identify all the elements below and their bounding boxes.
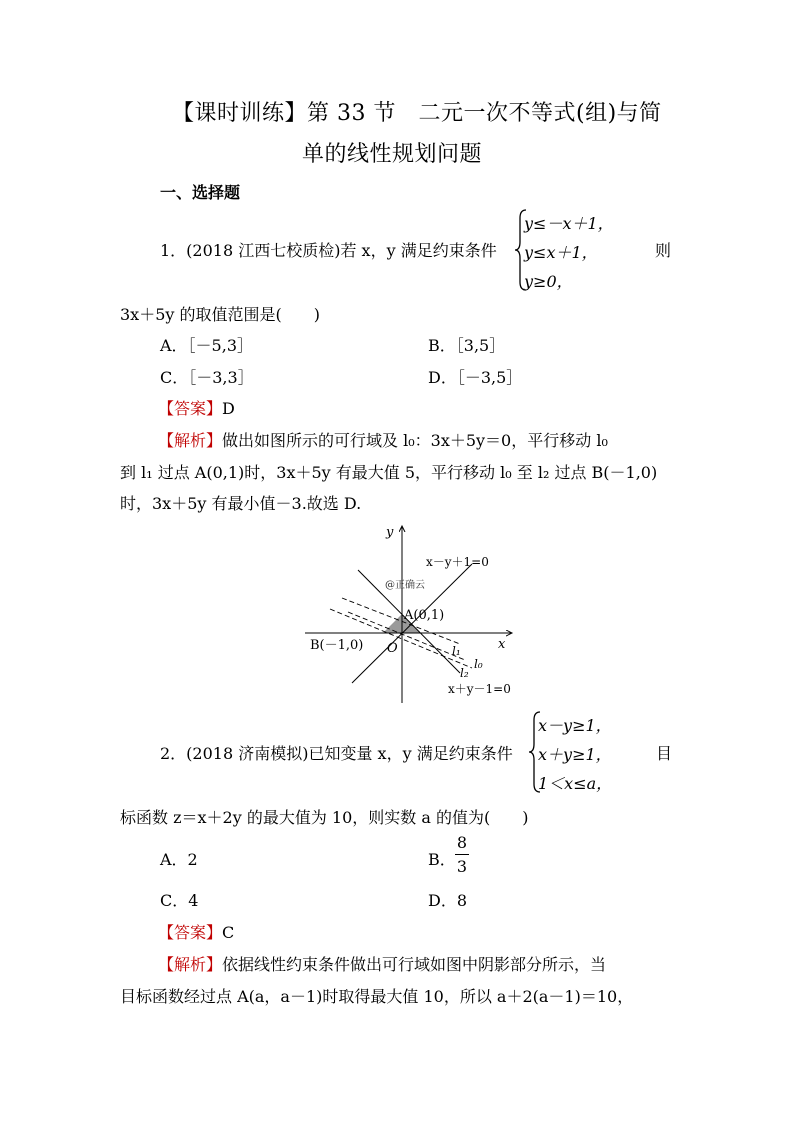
q1-analysis-line3: 时，3x＋5y 有最小值－3.故选 D.: [120, 494, 362, 513]
line-top-label: x－y＋1=0: [426, 555, 489, 569]
q1-stem-tail: 则: [655, 241, 672, 260]
watermark-label: @正确云: [385, 580, 425, 591]
q1-answer-tag: 【答案】: [158, 399, 223, 418]
q2-analysis-tag: 【解析】: [158, 955, 223, 974]
l1-label: l₁: [452, 644, 461, 658]
q2-answer-value: C: [222, 923, 235, 942]
q2-stem-tail: 目: [656, 744, 673, 763]
line-bottom-label: x＋y－1=0: [448, 682, 511, 696]
origin-label: O: [387, 641, 398, 656]
page-title-line1: 【课时训练】第 33 节 二元一次不等式(组)与简: [172, 101, 662, 126]
q1-stem-cont: 3x＋5y 的取值范围是( ): [120, 305, 320, 324]
q1-stem: 1．(2018 江西七校质检)若 x，y 满足约束条件: [160, 241, 497, 260]
feasible-region-figure: [300, 518, 530, 710]
q2-constraint-1: x－y≥1，: [538, 716, 612, 735]
q1-analysis-line1: [158, 428, 608, 451]
q1-constraint-3: y≥0，: [524, 272, 573, 291]
q2-answer-tag: 【答案】: [158, 923, 223, 942]
q2-option-b-numerator: 8: [456, 833, 468, 852]
q2-constraint-3: 1＜x≤a，: [538, 774, 613, 793]
q1-constraint-1: y≤－x＋1，: [524, 214, 614, 233]
section-heading: 一、选择题: [160, 183, 241, 202]
l0-label: l₀: [474, 657, 483, 671]
page-title-line2: 单的线性规划问题: [302, 142, 483, 167]
q1-analysis-tag: 【解析】: [158, 431, 223, 450]
q1-option-b: B．［3,5］: [428, 336, 506, 355]
point-b-label: B(－1,0): [310, 638, 364, 653]
q2-option-b-fraction: [455, 833, 469, 876]
q2-analysis-line2: 目标函数经过点 A(a，a－1)时取得最大值 10，所以 a＋2(a－1)＝10，: [120, 987, 634, 1006]
q2-stem: 2．(2018 济南模拟)已知变量 x，y 满足约束条件: [160, 744, 513, 763]
q2-answer: [158, 920, 234, 943]
q1-analysis-text1: 做出如图所示的可行域及 l₀：3x＋5y＝0，平行移动 l₀: [222, 431, 608, 450]
q2-option-b-label: B．: [428, 850, 456, 869]
l2-label: l₂: [460, 666, 469, 680]
q1-option-a: A．［－5,3］: [160, 336, 254, 355]
q1-answer: [158, 396, 235, 419]
q2-analysis-line1: [158, 952, 606, 975]
q2-option-b-denominator: 3: [456, 857, 468, 876]
q1-option-c: C．［－3,3］: [160, 368, 254, 387]
q2-option-c: C．4: [160, 891, 199, 910]
q1-analysis-line2: 到 l₁ 过点 A(0,1)时，3x＋5y 有最大值 5，平行移动 l₀ 至 l₂ 过点 B(－1,0): [120, 463, 658, 482]
q2-constraint-2: x＋y≥1，: [538, 745, 612, 764]
q2-analysis-text1: 依据线性约束条件做出可行域如图中阴影部分所示，当: [222, 955, 607, 974]
q1-option-d: D．［－3,5］: [428, 368, 523, 387]
point-a-label: A(0,1): [404, 608, 445, 623]
q2-stem-cont: 标函数 z＝x＋2y 的最大值为 10，则实数 a 的值为( ): [120, 808, 529, 827]
x-axis-label: x: [498, 637, 506, 652]
q2-option-d: D．8: [428, 891, 468, 910]
y-axis-label: y: [386, 525, 394, 540]
q1-answer-value: D: [222, 399, 235, 418]
q1-constraint-2: y≤x＋1，: [524, 243, 598, 262]
q2-option-a: A．2: [160, 850, 198, 869]
